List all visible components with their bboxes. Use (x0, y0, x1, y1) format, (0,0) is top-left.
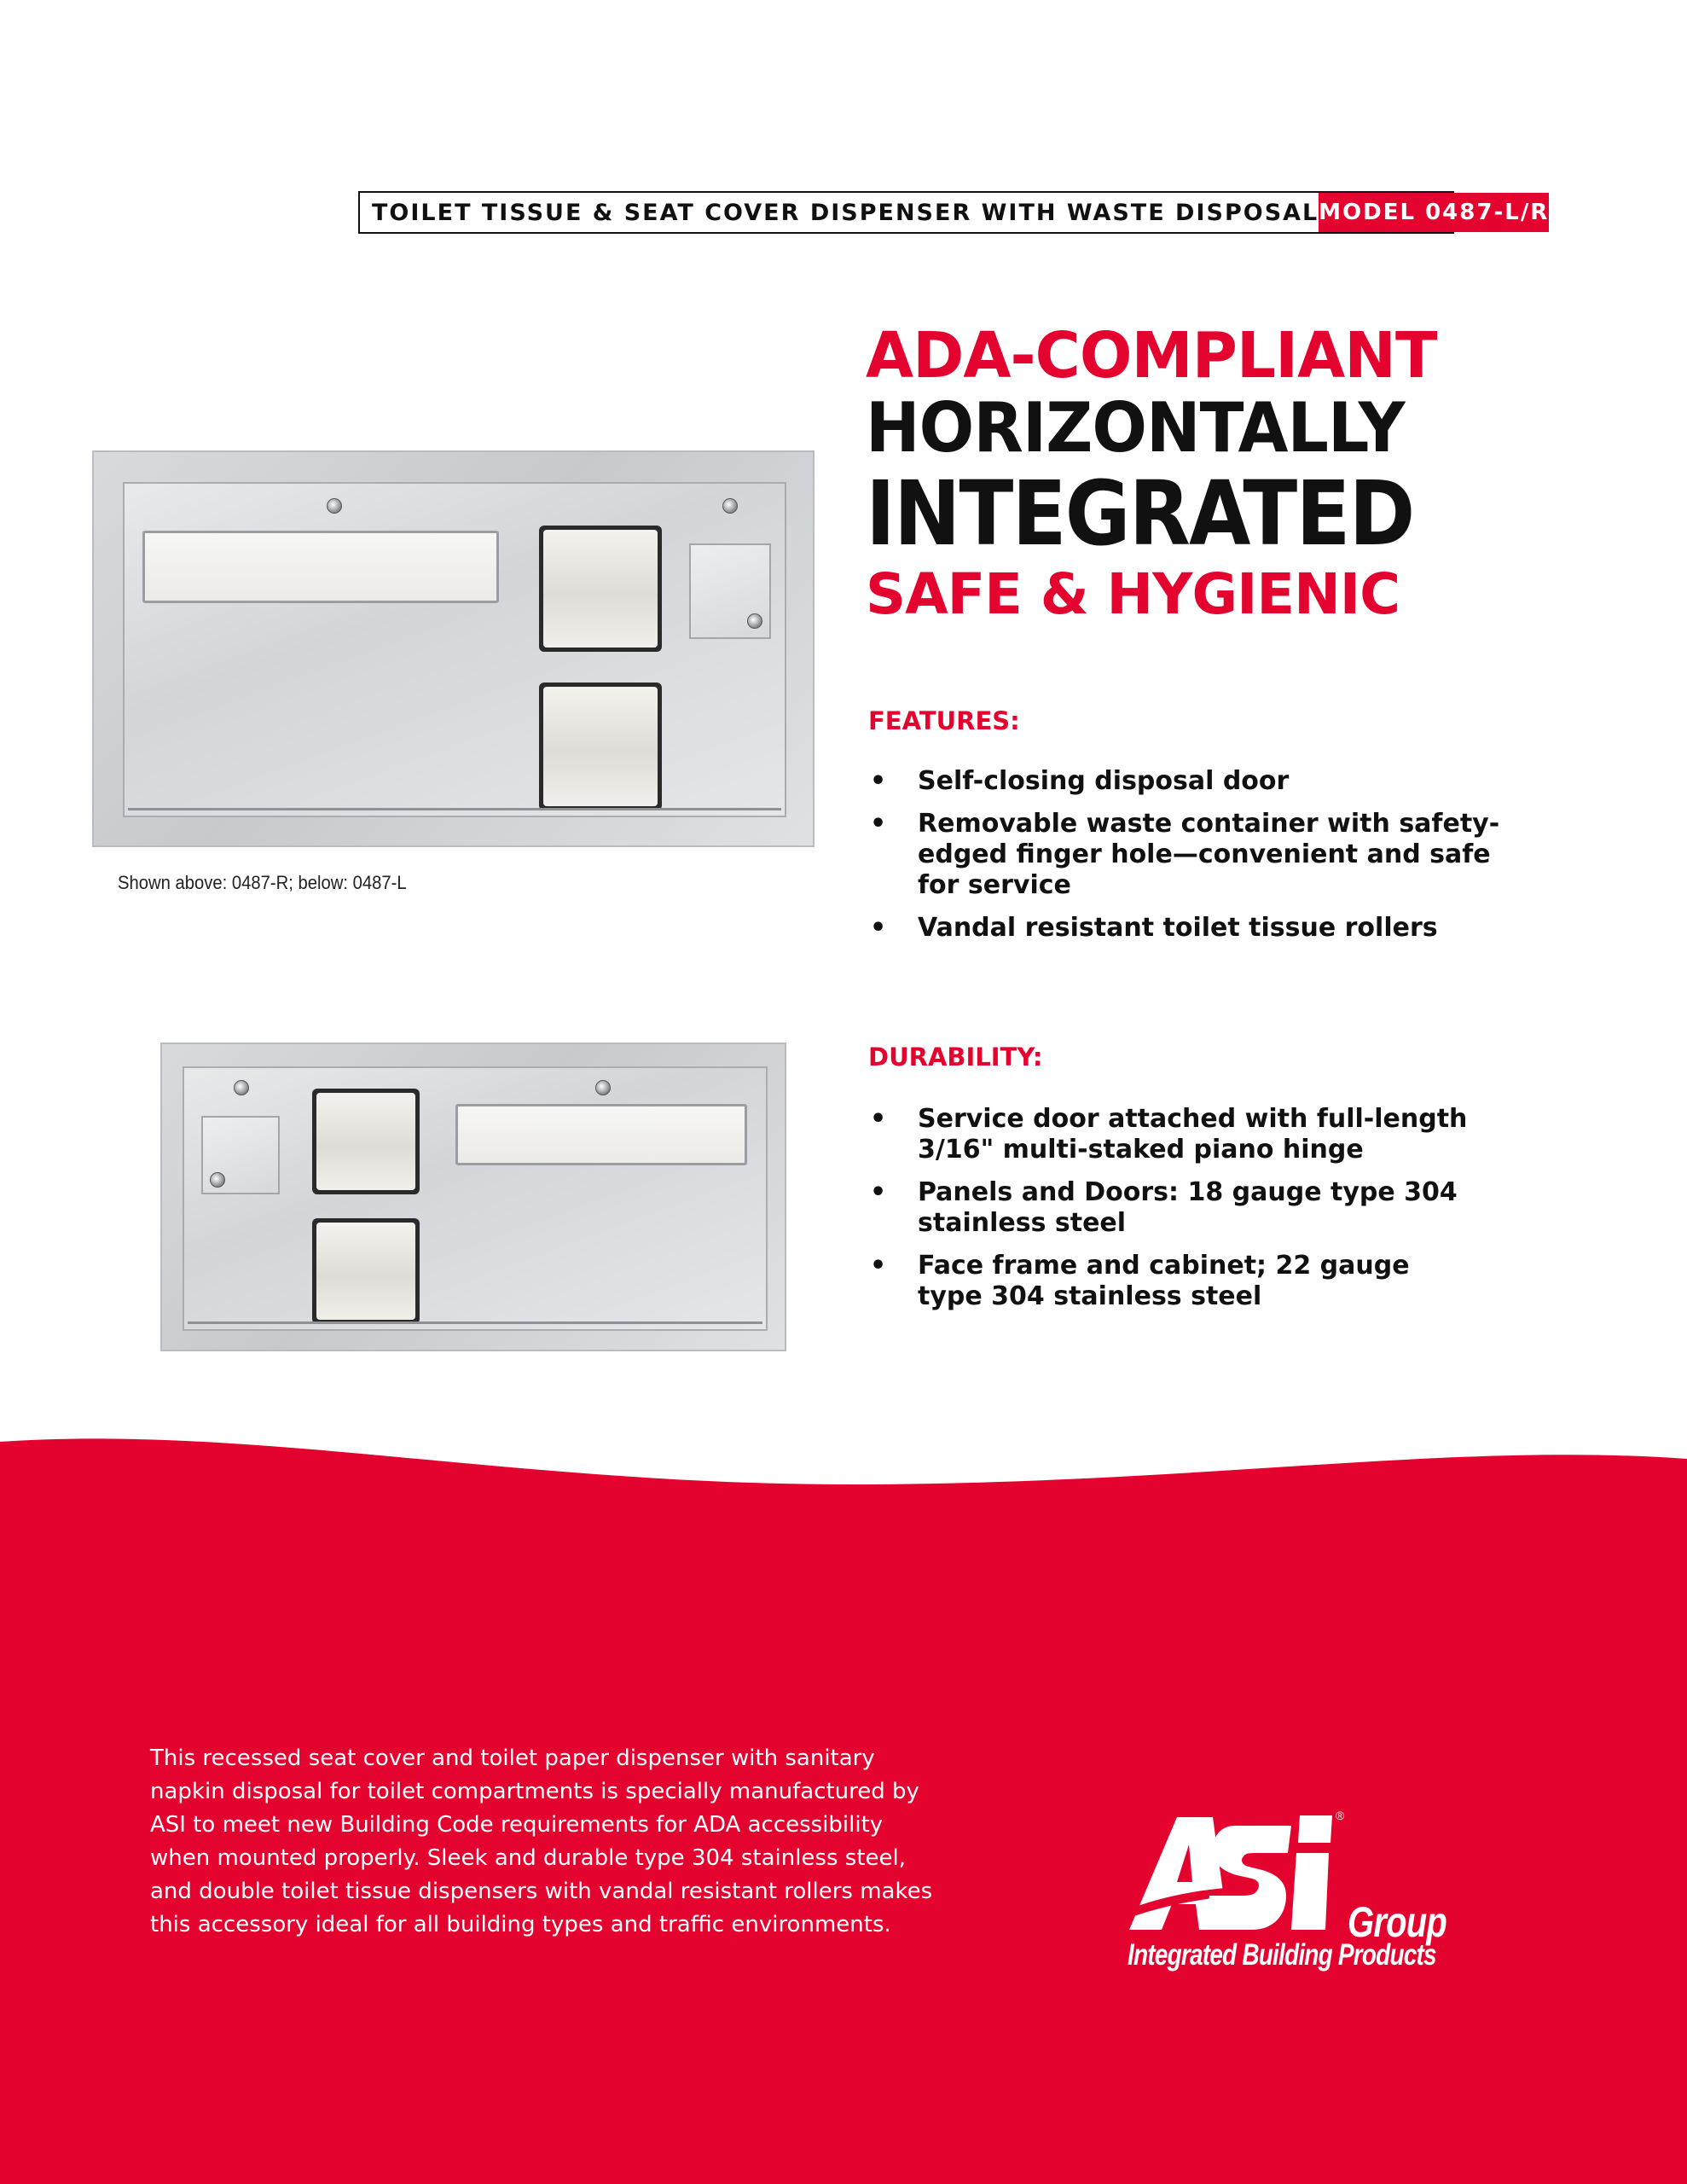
list-item: • Panels and Doors: 18 gauge type 304 stainless steel (861, 1177, 1527, 1239)
model-number: MODEL 0487-L/R (1319, 193, 1549, 232)
lock-icon (595, 1080, 611, 1095)
headline-line-2: HORIZONTALLY (866, 388, 1405, 468)
tissue-roll-upper (312, 1089, 420, 1194)
seat-cover-slot (142, 531, 499, 603)
durability-heading: DURABILITY: (868, 1043, 1043, 1072)
header-bar (358, 191, 1550, 234)
features-heading: FEATURES: (868, 706, 1020, 735)
seat-cover-slot (455, 1104, 747, 1165)
asi-logo (1124, 1809, 1482, 1979)
list-item: • Face frame and cabinet; 22 gauge type 304 stainless steel (861, 1251, 1527, 1312)
logo-group-text: Group (1348, 1898, 1446, 1946)
lock-icon (722, 498, 738, 514)
registered-mark: ® (1336, 1809, 1345, 1822)
lock-icon (327, 498, 342, 514)
product-description: This recessed seat cover and toilet paper dispenser with sanitary napkin disposal for toilet compartments is specially manufactured by ASI to meet new Building Code requirements for ADA accessibility when mounted properly. Sleek and durable type 304 stainless steel, and double toilet tissue dispensers with vandal resistant rollers makes this accessory ideal for all building types and traffic environments. (150, 1745, 933, 1937)
lock-icon (234, 1080, 249, 1095)
features-list (861, 766, 1527, 956)
tissue-roll-lower (312, 1218, 420, 1324)
product-title: TOILET TISSUE & SEAT COVER DISPENSER WITH WASTE DISPOSAL (372, 199, 1319, 226)
piano-hinge (128, 808, 781, 810)
durability-list (861, 1104, 1527, 1324)
piano-hinge (188, 1321, 762, 1324)
lock-icon (210, 1172, 225, 1188)
image-caption: Shown above: 0487-R; below: 0487-L (118, 872, 407, 893)
asi-logo-mark (1124, 1809, 1346, 1937)
lock-icon (747, 613, 762, 629)
product-image-0487-l (160, 1043, 786, 1351)
headline (866, 319, 1522, 627)
logo-tagline: Integrated Building Products (1128, 1938, 1436, 1972)
list-item: • Vandal resistant toilet tissue rollers (861, 913, 1527, 944)
list-item: • Removable waste container with safety-edged finger hole—convenient and safe for service (861, 809, 1527, 901)
list-item: • Self-closing disposal door (861, 766, 1527, 797)
headline-line-3: INTEGRATED (866, 462, 1414, 566)
headline-line-4: SAFE & HYGIENIC (866, 561, 1400, 627)
disposal-door (201, 1116, 280, 1194)
tissue-roll-lower (539, 682, 662, 810)
list-item: • Service door attached with full-length 3/16" multi-staked piano hinge (861, 1104, 1527, 1165)
disposal-door (689, 543, 771, 639)
tissue-roll-upper (539, 526, 662, 652)
product-image-0487-r (92, 450, 815, 847)
headline-line-1: ADA-COMPLIANT (866, 319, 1437, 392)
